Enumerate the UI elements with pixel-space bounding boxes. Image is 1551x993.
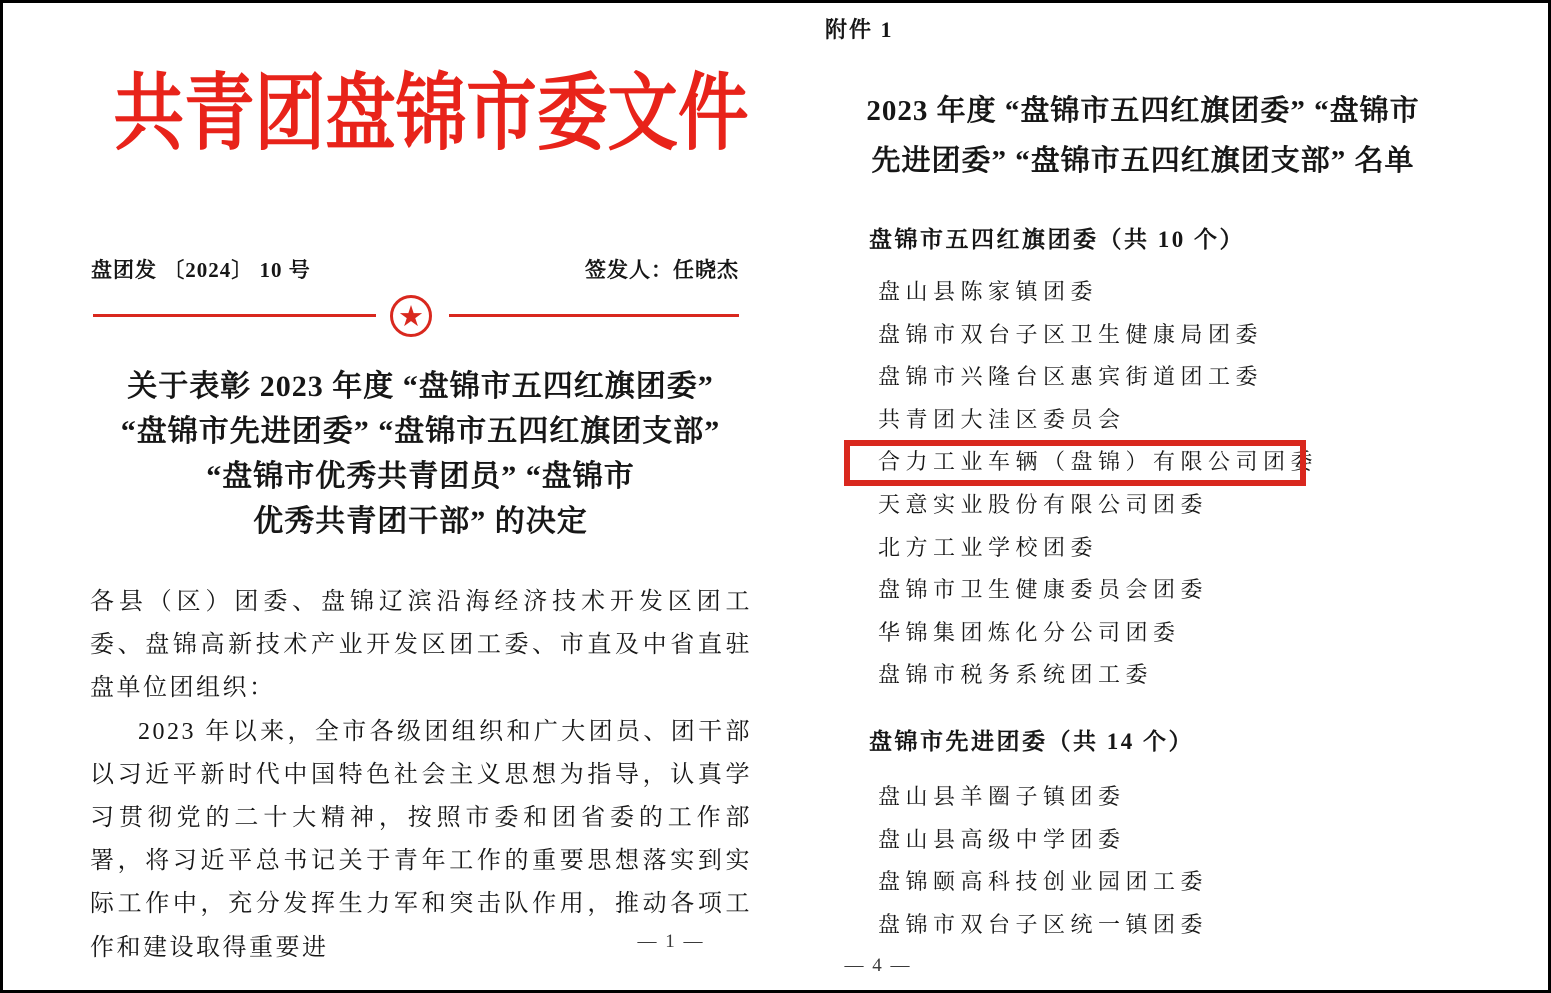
document-number: 盘团发 〔2024〕 10 号 [91,258,311,282]
award-list-title-line: 2023 年度 “盘锦市五四红旗团委” “盘锦市 [866,95,1420,127]
list-item: 盘锦市兴隆台区惠宾街道团工委 [878,364,1264,390]
highlighted-list-item: 合力工业车辆（盘锦）有限公司团委 [878,449,1319,475]
document-body [90,581,752,970]
list-item: 盘山县羊圈子镇团委 [878,784,1126,809]
attachment-label: 附件 1 [825,17,894,42]
section-heading-advanced-committees: 盘锦市先进团委（共 14 个） [869,729,1194,754]
document-meta-row [91,254,739,284]
list-item: 共青团大洼区委员会 [878,406,1126,432]
list-item: 盘锦市税务系统团工委 [878,662,1154,688]
red-flag-committee-list [846,271,1326,697]
list-item: 盘锦颐高科技创业园团工委 [878,869,1209,895]
issuer-name: 签发人：任晓杰 [585,258,739,282]
star-emblem-icon: ★ [390,295,432,337]
decision-title-line: 优秀共青团干部” 的决定 [253,505,588,538]
list-item: 盘锦市双台子区统一镇团委 [878,911,1209,937]
list-item: 盘锦市卫生健康委员会团委 [878,577,1209,603]
award-list-title-line: 先进团委” “盘锦市五四红旗团支部” 名单 [871,145,1415,177]
body-paragraph: 2023 年以来，全市各级团组织和广大团员、团干部以习近平新时代中国特色社会主义思想为指导，认真学习贯彻党的二十大精神，按照市委和团省委的工作部署，将习近平总书记关于青年工作的重要思想落实到实际工作中，充分发挥生力军和突击队作用，推动各项工作和建设取得重要进 [90,718,752,961]
list-item: 盘山县高级中学团委 [878,826,1126,852]
list-item: 天意实业股份有限公司团委 [878,491,1209,517]
decision-title [88,364,753,544]
list-item: 华锦集团炼化分公司团委 [878,619,1181,645]
red-divider-line-right [449,314,739,317]
list-item: 盘锦市双台子区卫生健康局团委 [878,321,1264,347]
award-list-title [803,86,1483,186]
decision-title-line: “盘锦市优秀共青团员” “盘锦市 [206,460,635,493]
page-number-1: — 1 — [637,931,705,952]
list-item: 盘山县陈家镇团委 [878,279,1099,304]
salutation-paragraph: 各县（区）团委、盘锦辽滨沿海经济技术开发区团工委、盘锦高新技术产业开发区团工委、市直及中省直驻盘单位团组织： [90,589,752,702]
advanced-committee-list [846,776,1326,946]
decision-title-line: 关于表彰 2023 年度 “盘锦市五四红旗团委” [127,370,714,403]
red-letterhead-title: 共青团盘锦市委文件 [113,66,749,160]
list-item: 北方工业学校团委 [878,534,1099,560]
page-number-4: — 4 — [844,955,912,976]
decision-title-line: “盘锦市先进团委” “盘锦市五四红旗团支部” [120,415,721,448]
section-heading-red-flag-committees: 盘锦市五四红旗团委（共 10 个） [869,227,1245,252]
red-divider-line-left [93,314,376,317]
